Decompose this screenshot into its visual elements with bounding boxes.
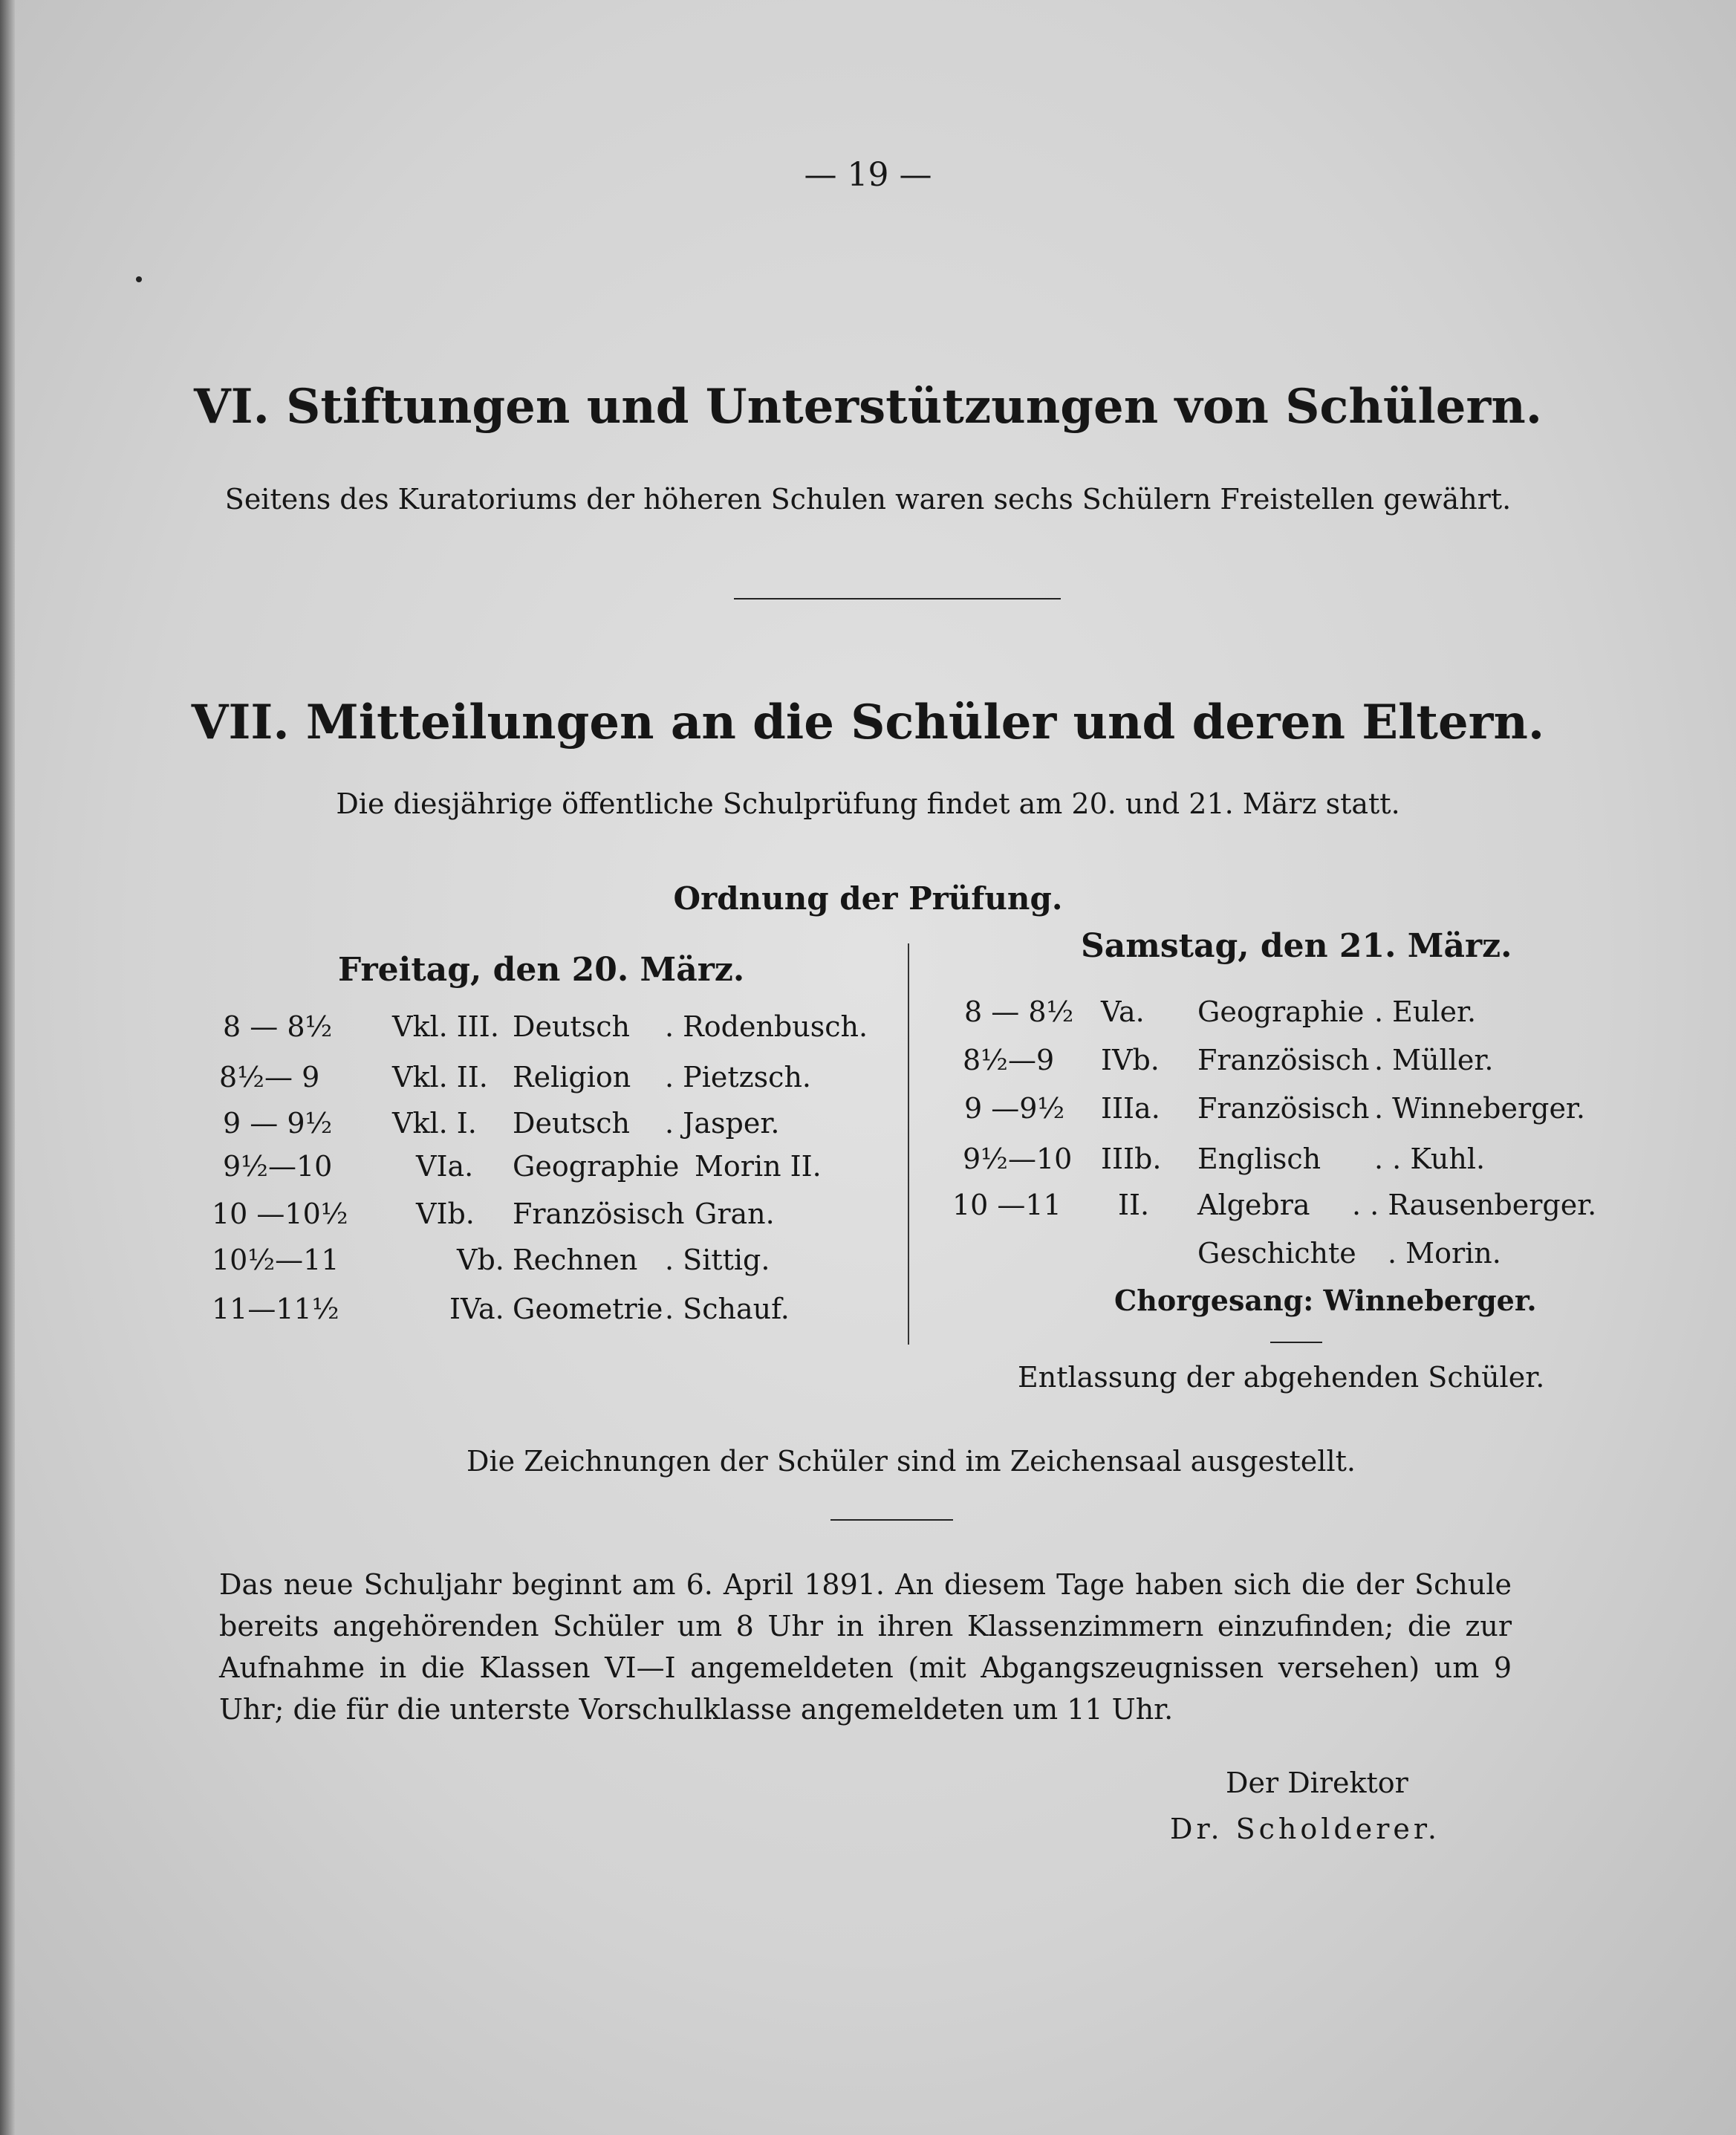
class: II. [1118,1189,1150,1221]
section6-heading: VI. Stiftungen und Unterstützungen von Schülern. [194,379,1542,435]
friday-title: Freitag, den 20. März. [338,951,745,989]
class: Va. [1101,995,1145,1028]
teacher: . . Rausenberger. [1352,1189,1597,1221]
page-edge [0,0,15,2135]
subject: Französisch [1197,1092,1370,1125]
class: IIIb. [1101,1143,1162,1175]
subject: Deutsch [513,1107,630,1140]
teacher: . Morin. [1388,1237,1501,1270]
class: Vb. [457,1244,504,1276]
section6-text: Seitens des Kuratoriums der höheren Schulen waren sechs Schülern Freistellen gewährt. [224,483,1512,516]
teacher: Gran. [695,1198,775,1230]
subject: Französisch [513,1198,685,1230]
divider [734,598,1061,599]
class: Vkl. I. [392,1107,477,1140]
subject: Religion [513,1061,631,1094]
subject: Geschichte [1197,1237,1356,1270]
class: Vkl. II. [392,1061,488,1094]
chorus-line: Chorgesang: Winneberger. [1114,1284,1537,1317]
time: 8½—9 [963,1044,1055,1076]
subject: Geographie [513,1150,680,1183]
subject: Algebra [1197,1189,1310,1221]
class: VIa. [416,1150,474,1183]
time: 9 — 9½ [223,1107,333,1140]
subject: Deutsch [513,1010,630,1043]
order-title: Ordnung der Prüfung. [673,880,1063,917]
time: 11—11½ [212,1293,339,1325]
time: 10½—11 [212,1244,339,1276]
class: VIb. [416,1198,475,1230]
class: IVa. [449,1293,504,1325]
time: 10 —10½ [212,1198,348,1230]
teacher: . Sittig. [665,1244,770,1276]
section7-heading: VII. Mitteilungen an die Schüler und deren Eltern. [191,695,1545,750]
teacher: . Winneberger. [1374,1092,1585,1125]
section7-intro: Die diesjährige öffentliche Schulprüfung findet am 20. und 21. März statt. [336,787,1400,820]
time: 9½—10 [223,1150,333,1183]
ink-speck [136,276,142,282]
column-divider [908,943,909,1345]
signature-name: Dr. Scholderer. [1170,1813,1440,1845]
drawings-note: Die Zeichnungen der Schüler sind im Zeichensaal ausgestellt. [466,1445,1356,1478]
class: Vkl. III. [392,1010,499,1043]
time: 9 —9½ [964,1092,1065,1125]
teacher: . Pietzsch. [665,1061,811,1094]
subject: Geographie [1197,995,1365,1028]
time: 9½—10 [963,1143,1073,1175]
divider [830,1519,953,1521]
dismissal-line: Entlassung der abgehenden Schüler. [1018,1361,1545,1394]
class: IVb. [1101,1044,1160,1076]
subject: Französisch [1197,1044,1370,1076]
teacher: Morin II. [695,1150,822,1183]
subject: Geometrie [513,1293,663,1325]
teacher: . Rodenbusch. [665,1010,868,1043]
page-number: — 19 — [804,156,932,194]
subject: Englisch [1197,1143,1321,1175]
teacher: . Schauf. [665,1293,790,1325]
short-divider [1270,1342,1322,1343]
new-year-paragraph: Das neue Schuljahr beginnt am 6. April 1891. An diesem Tage haben sich die der Schule bereits angehörenden Schüler um 8 Uhr in ihren Klassenzimmern einzufinden; die zur Aufnahme in die Klassen VI—I angemeldeten (mit Abgangszeugnissen versehen) um 9 Uhr; die für die unterste Vorschulklasse angemeldeten um 11 Uhr. [219,1568,1512,1726]
teacher: . Jasper. [665,1107,780,1140]
signature-title: Der Direktor [1226,1767,1408,1799]
time: 10 —11 [952,1189,1062,1221]
teacher: . . Kuhl. [1374,1143,1486,1175]
time: 8 — 8½ [964,995,1074,1028]
subject: Rechnen [513,1244,638,1276]
saturday-title: Samstag, den 21. März. [1081,927,1512,965]
teacher: . Müller. [1374,1044,1494,1076]
time: 8 — 8½ [223,1010,333,1043]
teacher: . Euler. [1374,995,1477,1028]
time: 8½— 9 [219,1061,320,1094]
class: IIIa. [1101,1092,1160,1125]
